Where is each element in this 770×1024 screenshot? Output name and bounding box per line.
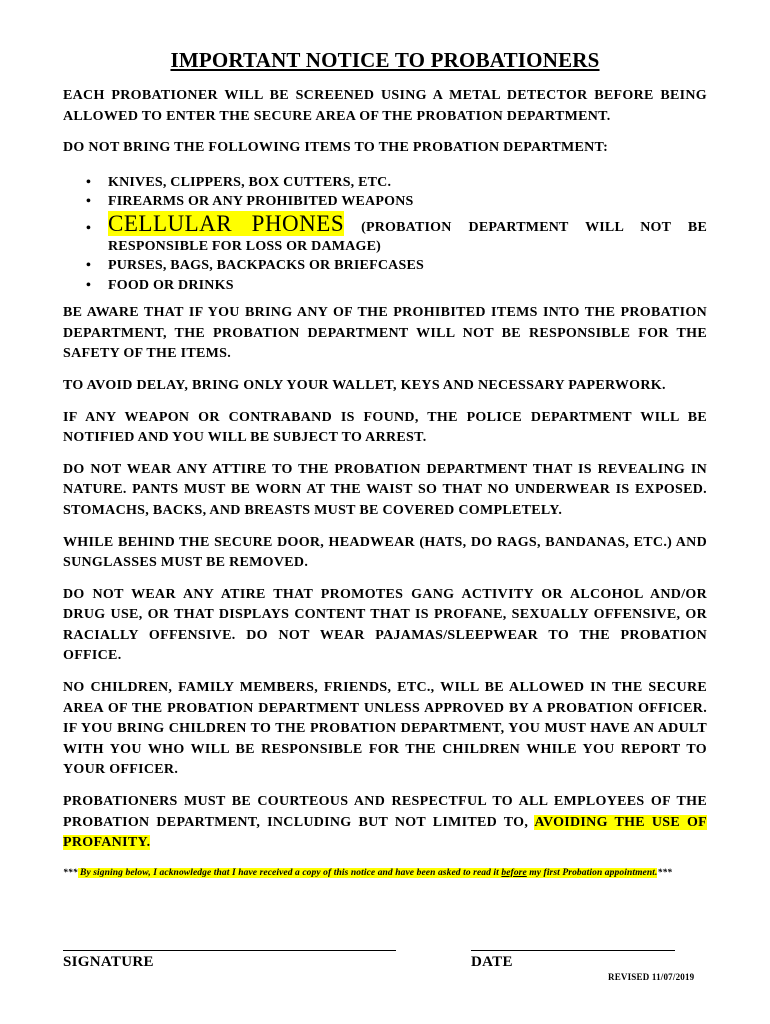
page-title: IMPORTANT NOTICE TO PROBATIONERS (170, 48, 600, 72)
revised-date: REVISED 11/07/2019 (608, 972, 695, 982)
list-item-label: PURSES, BAGS, BACKPACKS OR BRIEFCASES (108, 257, 424, 273)
bullet-icon: • (86, 174, 92, 190)
profanity-highlight: AVOIDING THE USE OF PROFANITY. (63, 814, 707, 851)
intro-paragraph: EACH PROBATIONER WILL BE SCREENED USING A METAL DETECTOR BEFORE BEING ALLOWED TO ENTER THE SECURE AREA OF THE PROBATION DEPARTMENT. (63, 88, 707, 124)
list-heading: DO NOT BRING THE FOLLOWING ITEMS TO THE PROBATION DEPARTMENT: (63, 140, 609, 156)
date-line[interactable] (471, 950, 675, 951)
ack-text-after: my first Probation appointment. (526, 867, 658, 878)
children-paragraph: NO CHILDREN, FAMILY MEMBERS, FRIENDS, ETC., WILL BE ALLOWED IN THE SECURE AREA OF THE PROBATION DEPARTMENT UNLESS APPROVED BY A PROBATION OFFICER. IF YOU BRING CHILDREN TO THE PROBATION DEPARTMENT, YOU MUST HAVE AN ADULT WITH YOU WHO WILL BE RESPONSIBLE FOR THE CHILDREN WHILE YOU REPORT TO YOUR OFFICER. (63, 680, 707, 778)
gang-paragraph: DO NOT WEAR ANY ATIRE THAT PROMOTES GANG ACTIVITY OR ALCOHOL AND/OR DRUG USE, OR THAT DISPLAYS CONTENT THAT IS PROFANE, SEXUALLY OFFENSIVE, OR RACIALLY OFFENSIVE. DO NOT WEAR PAJAMAS/SLEEPWEAR TO THE PROBATION OFFICE. (63, 586, 707, 664)
list-item-firearms (86, 192, 707, 212)
list-item-label: FOOD OR DRINKS (108, 277, 234, 293)
headwear-paragraph: WHILE BEHIND THE SECURE DOOR, HEADWEAR (HATS, DO RAGS, BANDANAS, ETC.) AND SUNGLASSES MUST BE REMOVED. (63, 534, 707, 571)
delay-paragraph: TO AVOID DELAY, BRING ONLY YOUR WALLET, KEYS AND NECESSARY PAPERWORK. (63, 377, 666, 393)
bullet-icon: • (86, 257, 92, 273)
ack-text-before: By signing below, I acknowledge that I have received a copy of this notice and have been asked to read it (77, 867, 502, 878)
courteous-paragraph (63, 792, 707, 854)
signature-line[interactable] (63, 950, 396, 951)
list-item-cellular-phones (86, 210, 708, 256)
signature-label: SIGNATURE (63, 954, 154, 970)
list-item-label: KNIVES, CLIPPERS, BOX CUTTERS, ETC. (108, 174, 392, 190)
ack-text-underlined: before (501, 867, 527, 878)
prohibited-items-list (63, 173, 707, 295)
ack-stars-right: *** (657, 867, 673, 878)
attire-paragraph: DO NOT WEAR ANY ATTIRE TO THE PROBATION DEPARTMENT THAT IS REVEALING IN NATURE. PANTS MUST BE WORN AT THE WAIST SO THAT NO UNDERWEAR IS EXPOSED. STOMACHS, BACKS, AND BREASTS MUST BE COVERED COMPLETELY. (63, 461, 707, 518)
list-item-label: FIREARMS OR ANY PROHIBITED WEAPONS (108, 194, 414, 210)
list-item-purses (86, 256, 707, 276)
list-item-label: (PROBATION DEPARTMENT WILL NOT BE RESPONSIBLE FOR LOSS OR DAMAGE) (108, 219, 708, 254)
aware-paragraph: BE AWARE THAT IF YOU BRING ANY OF THE PROHIBITED ITEMS INTO THE PROBATION DEPARTMENT, THE PROBATION DEPARTMENT WILL NOT BE RESPONSIBLE FOR THE SAFETY OF THE ITEMS. (63, 305, 707, 362)
list-item-food (86, 276, 707, 296)
date-label: DATE (471, 954, 513, 970)
acknowledgement-statement (63, 868, 707, 878)
bullet-icon: • (86, 220, 92, 236)
courteous-text: PROBATIONERS MUST BE COURTEOUS AND RESPECTFUL TO ALL EMPLOYEES OF THE PROBATION DEPARTMENT, INCLUDING BUT NOT LIMITED TO, (63, 794, 707, 830)
list-item-knives (86, 173, 707, 193)
bullet-icon: • (86, 194, 92, 210)
weapon-paragraph: IF ANY WEAPON OR CONTRABAND IS FOUND, THE POLICE DEPARTMENT WILL BE NOTIFIED AND YOU WILL BE SUBJECT TO ARREST. (63, 409, 707, 446)
bullet-icon: • (86, 277, 92, 293)
notice-document (63, 48, 707, 878)
cellular-phones-highlight: CELLULAR PHONES (108, 210, 345, 236)
ack-text-highlight (78, 868, 658, 878)
ack-stars-left: *** (63, 867, 78, 878)
